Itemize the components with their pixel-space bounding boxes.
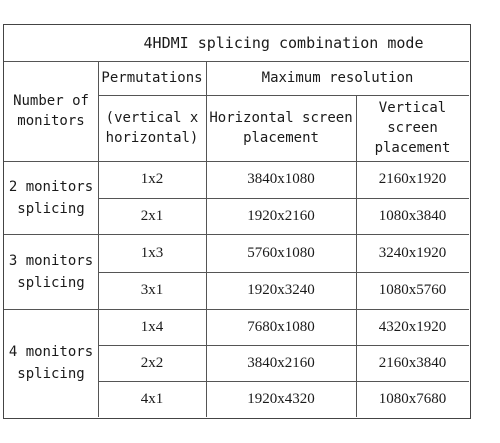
- group-label-3-monitors: [4, 234, 98, 309]
- cell-horizontal-resolution: 7680x1080: [247, 318, 315, 335]
- cell-permutation: 1x2: [140, 171, 164, 187]
- cell-vertical-resolution: 4320x1920: [378, 318, 447, 335]
- header-permutations-sub-line2: horizontal): [105, 130, 199, 146]
- cell-permutation: 1x4: [140, 318, 164, 335]
- cell-horizontal-resolution: 1920x4320: [247, 390, 315, 407]
- header-vertical-line1: Vertical screen: [378, 100, 447, 136]
- cell-vertical-resolution: 1080x7680: [378, 390, 447, 407]
- header-horizontal-line1: Horizontal screen: [209, 110, 353, 126]
- cell-vertical-resolution: 1080x5760: [378, 282, 447, 298]
- header-monitors-line1: Number of: [13, 93, 89, 109]
- group-label-line2: splicing: [17, 366, 85, 382]
- cell-permutation: 4x1: [140, 390, 164, 407]
- header-permutations-sub-line1: (vertical x: [105, 110, 199, 126]
- cell-permutation: 2x1: [140, 207, 164, 224]
- cell-vertical-resolution: 2160x1920: [378, 171, 447, 187]
- group-label-line2: splicing: [17, 200, 85, 217]
- cell-horizontal-resolution: 5760x1080: [247, 244, 315, 261]
- table-title: 4HDMI splicing combination mode: [143, 34, 424, 52]
- header-monitors-line2: monitors: [17, 113, 85, 129]
- cell-vertical-resolution: 2160x3840: [378, 354, 447, 371]
- cell-horizontal-resolution: 3840x1080: [247, 171, 315, 187]
- header-horizontal-placement: [206, 95, 356, 161]
- cell-horizontal-resolution: 3840x2160: [247, 354, 315, 371]
- group-label-line1: 2 monitors: [8, 178, 94, 195]
- header-permutations-subtitle: [98, 95, 206, 161]
- cell-vertical-resolution: 1080x3840: [378, 207, 447, 224]
- header-horizontal-line2: placement: [243, 130, 319, 146]
- header-permutations: Permutations: [101, 70, 203, 86]
- group-label-4-monitors: [4, 309, 98, 417]
- header-number-of-monitors: [4, 61, 98, 161]
- header-vertical-line2: placement: [374, 140, 451, 156]
- cell-permutation: 3x1: [140, 282, 164, 298]
- group-label-line2: splicing: [17, 274, 85, 291]
- cell-vertical-resolution: 3240x1920: [378, 244, 447, 261]
- splicing-table: [3, 24, 471, 419]
- cell-permutation: 1x3: [140, 244, 164, 261]
- group-label-line1: 3 monitors: [8, 252, 94, 269]
- group-label-2-monitors: [4, 161, 98, 234]
- header-maximum-resolution: Maximum resolution: [261, 70, 414, 86]
- group-label-line1: 4 monitors: [8, 344, 94, 360]
- cell-horizontal-resolution: 1920x3240: [247, 282, 315, 298]
- header-vertical-placement: [356, 95, 469, 161]
- cell-horizontal-resolution: 1920x2160: [247, 207, 315, 224]
- cell-permutation: 2x2: [140, 354, 164, 371]
